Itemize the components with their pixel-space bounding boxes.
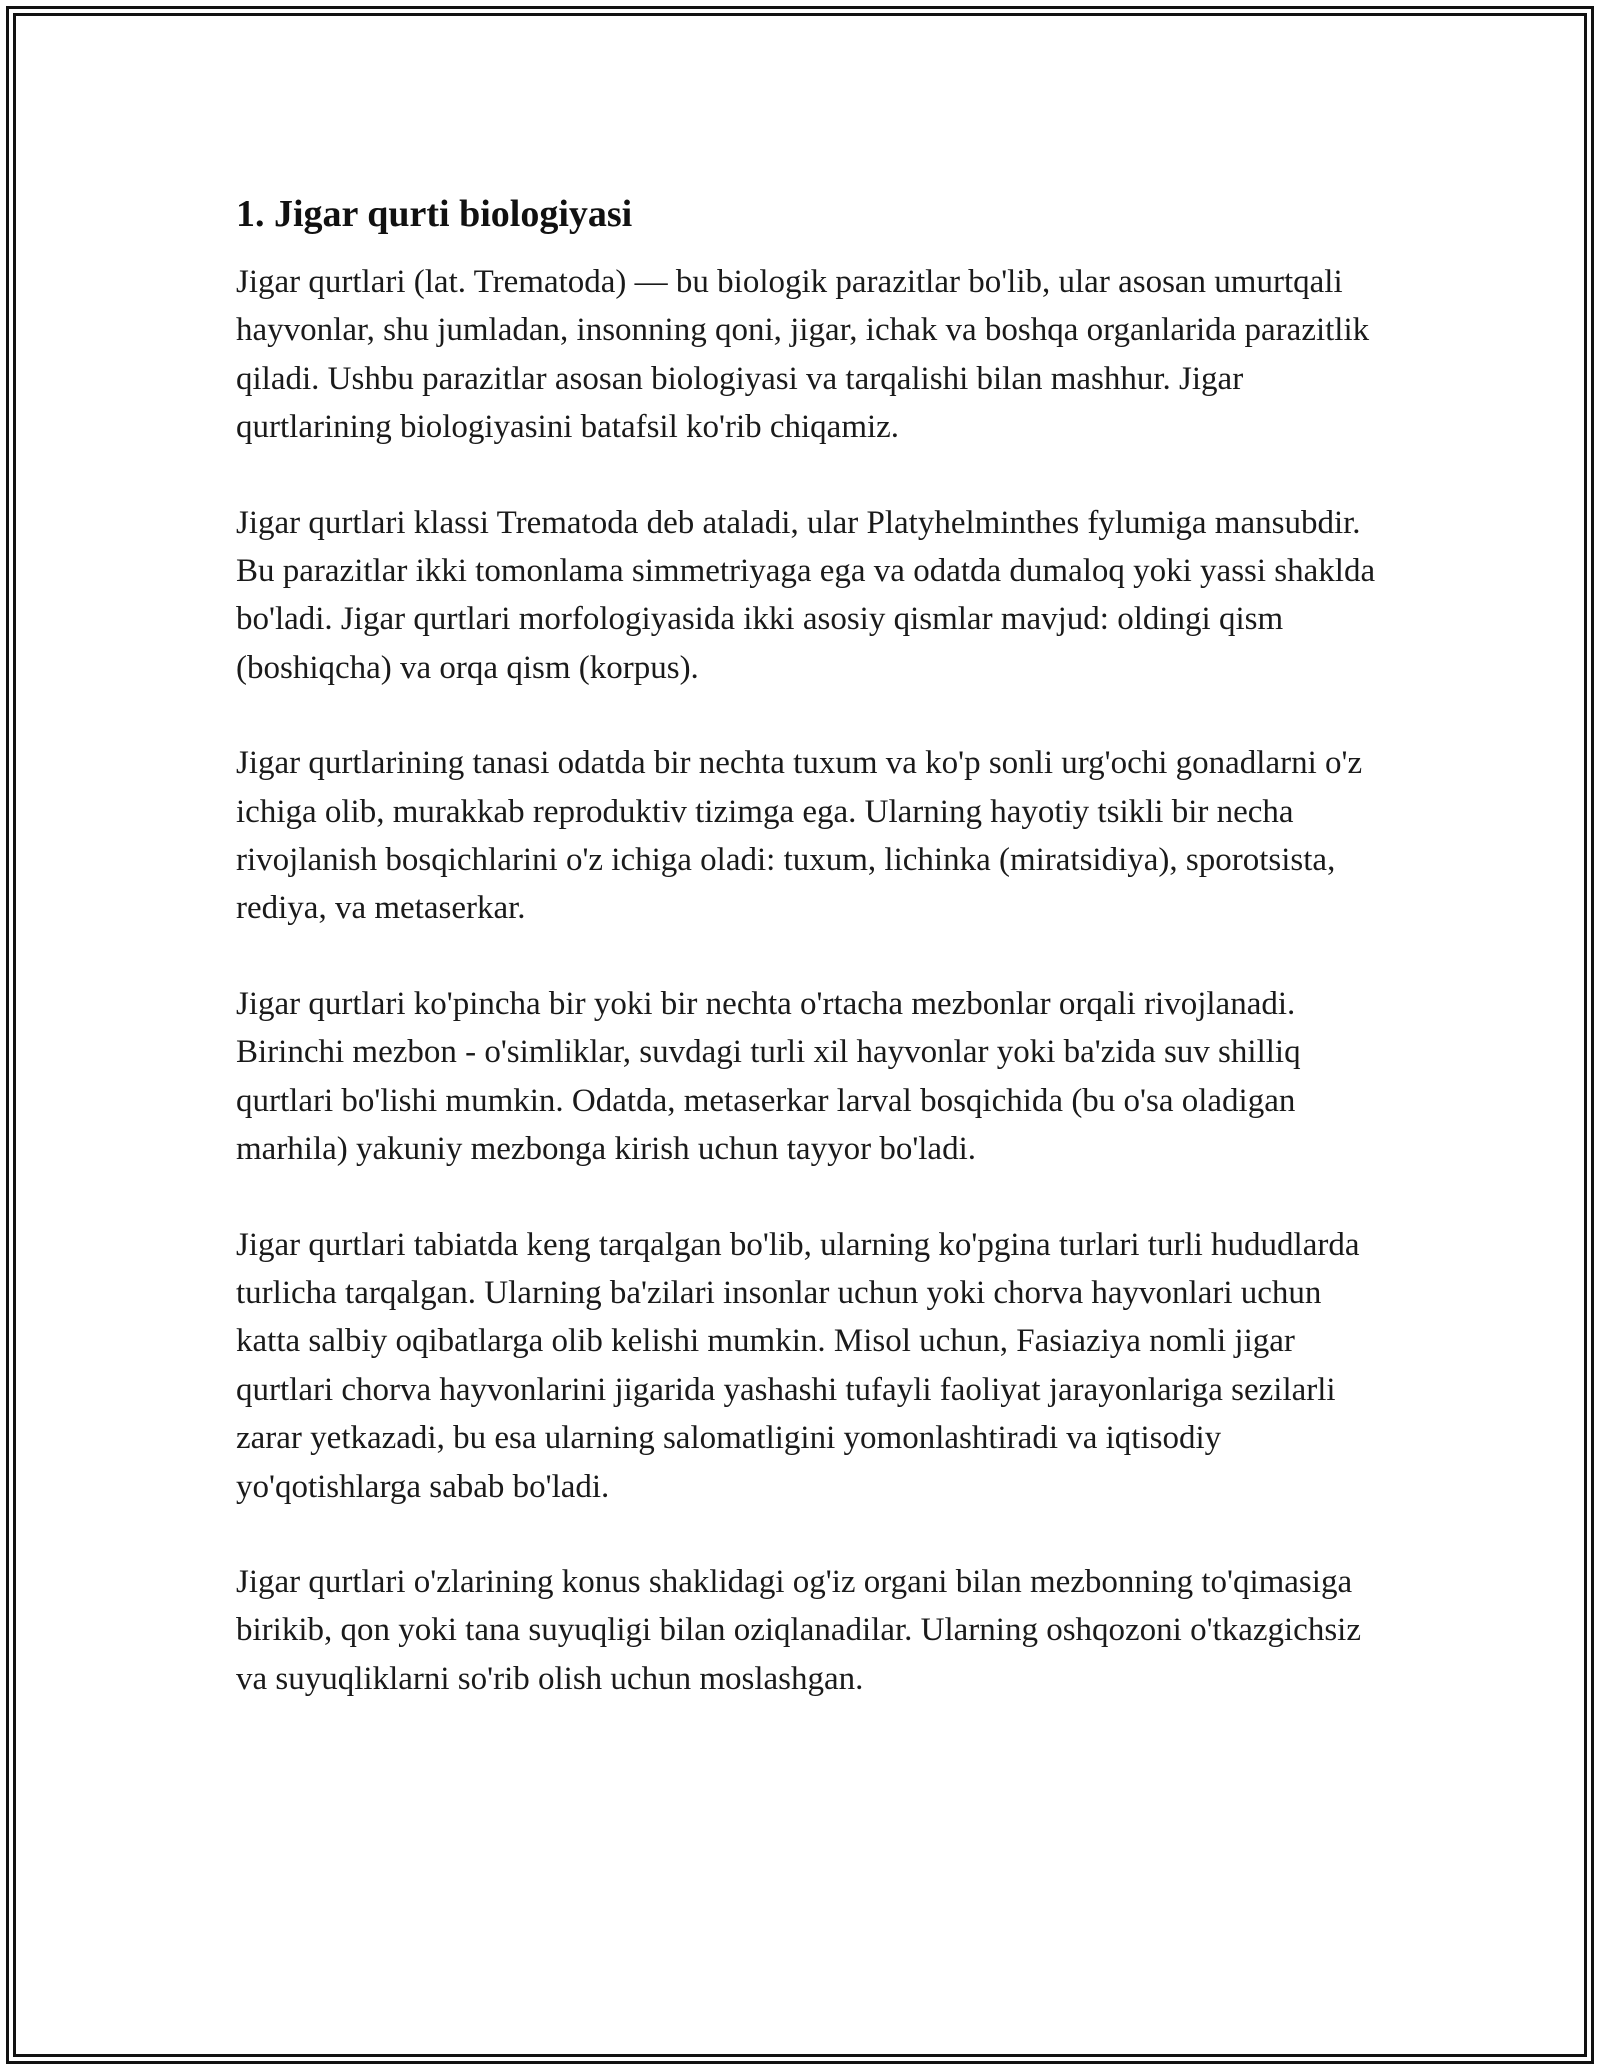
paragraph-intro: Jigar qurtlari (lat. Trematoda) — bu biologik parazitlar bo'lib, ular asosan umurtqali hayvonlar, shu jumladan, insonning qoni, jigar, ichak va boshqa organlarida parazitlik qiladi. Ushbu parazitlar asosan biologiyasi va tarqalishi bilan mashhur. Jigar qurtlarining biologiyasini batafsil ko'rib chiqamiz. [236,264,1370,446]
section-heading: 1. Jigar qurti biologiyasi [236,193,633,235]
paragraph-hosts: Jigar qurtlari ko'pincha bir yoki bir nechta o'rtacha mezbonlar orqali rivojlanadi. Birinchi mezbon - o'simliklar, suvdagi turli xil hayvonlar yoki ba'zida suv shilliq qurtlari bo'lishi mumkin. Odatda, metaserkar larval bosqichida (bu o'sa oladigan marhila) yakuniy mezbonga kirish uchun tayyor bo'ladi. [236,985,1301,1168]
paragraph-distribution: Jigar qurtlari tabiatda keng tarqalgan bo'lib, ularning ko'pgina turlari turli hududlarda turlicha tarqalgan. Ularning ba'zilari insonlar uchun yoki chorva hayvonlari uchun katta salbiy oqibatlarga olib kelishi mumkin. Misol uchun, Fasiaziya nomli jigar qurtlari chorva hayvonlarini jigarida yashashi tufayli faoliyat jarayonlariga sezilarli zarar yetkazadi, bu esa ularning salomatligini yomonlashtiradi va iqtisodiy yo'qotishlarga sabab bo'ladi. [236,1226,1360,1505]
paragraph-classification: Jigar qurtlari klassi Trematoda deb ataladi, ular Platyhelminthes fylumiga mansubdir. Bu parazitlar ikki tomonlama simmetriyaga ega va odatda dumaloq yoki yassi shaklda bo'ladi. Jigar qurtlari morfologiyasida ikki asosiy qismlar mavjud: oldingi qism (boshiqcha) va orqa qism (korpus). [236,504,1376,686]
paragraph-feeding: Jigar qurtlari o'zlarining konus shaklidagi og'iz organi bilan mezbonning to'qimasiga birikib, qon yoki tana suyuqligi bilan oziqlanadilar. Ularning oshqozoni o'tkazgichsiz va suyuqliklarni so'rib olish uchun moslashgan. [236,1563,1361,1697]
document-body [236,188,1386,1750]
paragraph-reproduction: Jigar qurtlarining tanasi odatda bir nechta tuxum va ko'p sonli urg'ochi gonadlarni o'z ichiga olib, murakkab reproduktiv tizimga ega. Ularning hayotiy tsikli bir necha rivojlanish bosqichlarini o'z ichiga oladi: tuxum, lichinka (miratsidiya), sporotsista, rediya, va metaserkar. [236,745,1363,927]
